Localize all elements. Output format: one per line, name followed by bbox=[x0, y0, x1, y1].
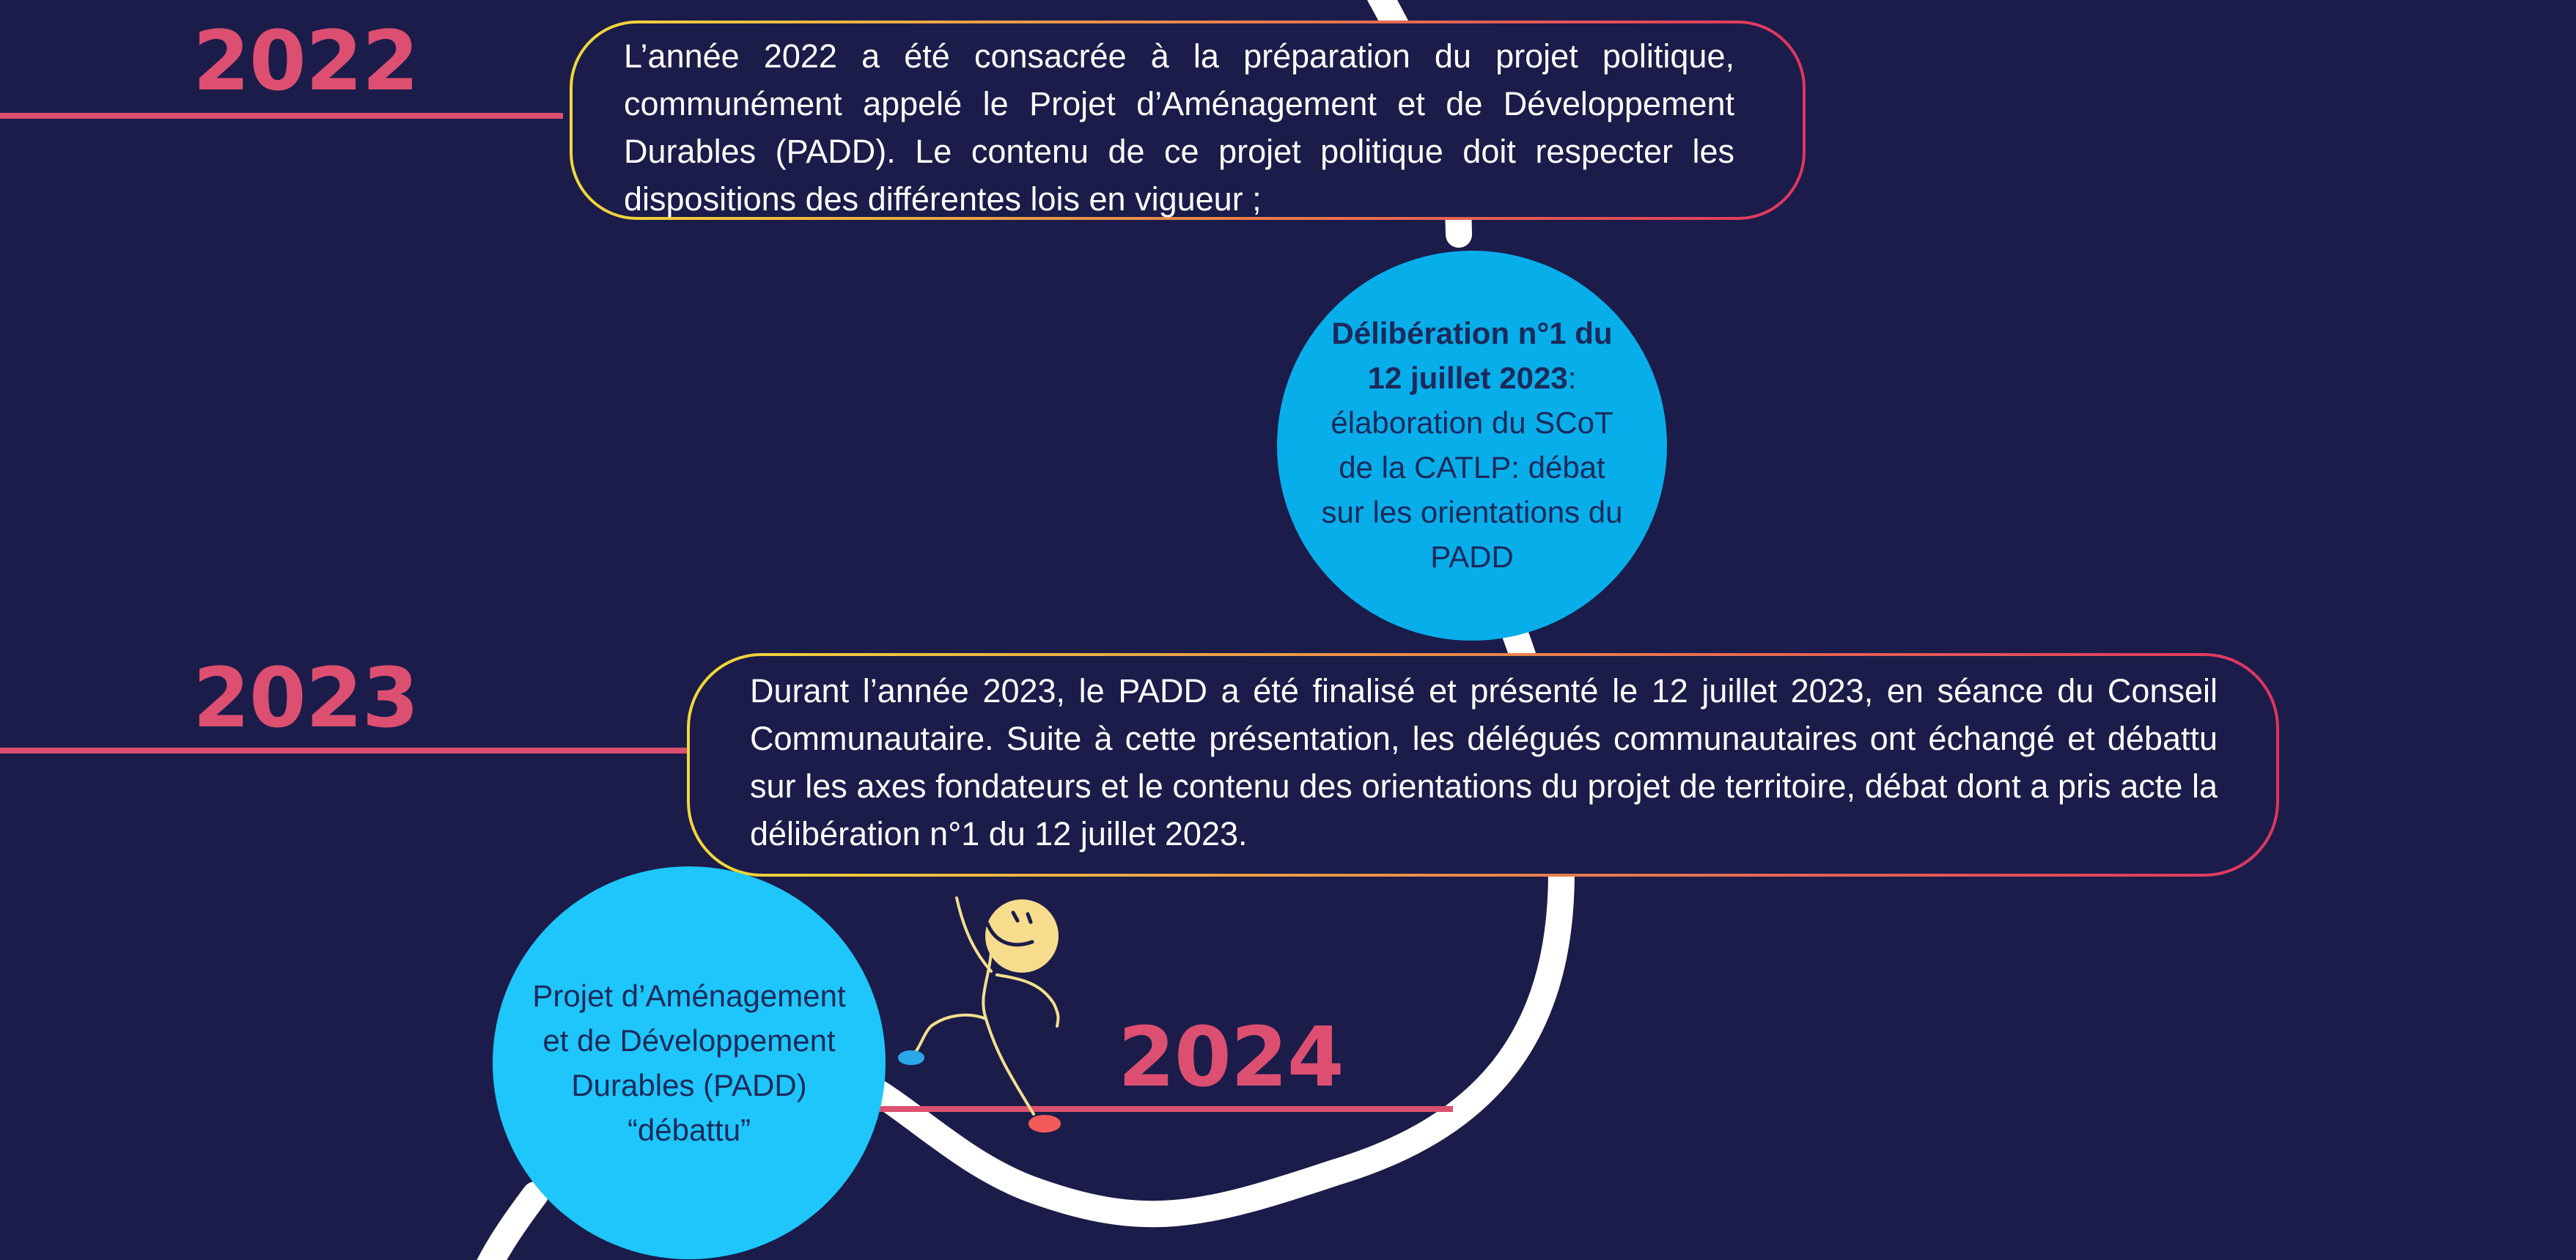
year-label-2023: 2023 bbox=[193, 651, 419, 746]
year-label-2024: 2024 bbox=[1118, 1010, 1344, 1105]
bubble-deliberation bbox=[1314, 287, 1630, 603]
card-2022 bbox=[624, 32, 1734, 223]
bubble-padd bbox=[524, 898, 854, 1228]
card-2022-text: L’année 2022 a été consacrée à la préparation du projet politique, communément appelé le Projet d’Aménagement et de Développement Durables (PADD). Le contenu de ce projet politique doit respecter les dispositions des différentes lois en vigueur ; bbox=[624, 37, 1734, 218]
bubble-deliberation-text bbox=[1314, 311, 1630, 579]
year-label-2022: 2022 bbox=[193, 14, 419, 109]
bubble-deliberation-rest: : élaboration du SCoT de la CATLP: débat sur les orientations du PADD bbox=[1321, 361, 1623, 574]
bubble-deliberation-bold: Délibération n°1 du 12 juillet 2023 bbox=[1331, 316, 1613, 395]
card-2023 bbox=[750, 667, 2218, 858]
stick-figure-walking-icon bbox=[899, 898, 1059, 1131]
bubble-padd-text: Projet d’Aménagement et de Développement Durables (PADD) “débattu” bbox=[532, 979, 846, 1147]
card-2023-text: Durant l’année 2023, le PADD a été finalisé et présenté le 12 juillet 2023, en séance du Conseil Communautaire. Suite à cette présentation, les délégués communautaires ont échangé et débattu sur les axes fondateurs et le contenu des orientations du projet de territoire, débat dont a pris acte la délibération n°1 du 12 juillet 2023. bbox=[750, 672, 2218, 852]
